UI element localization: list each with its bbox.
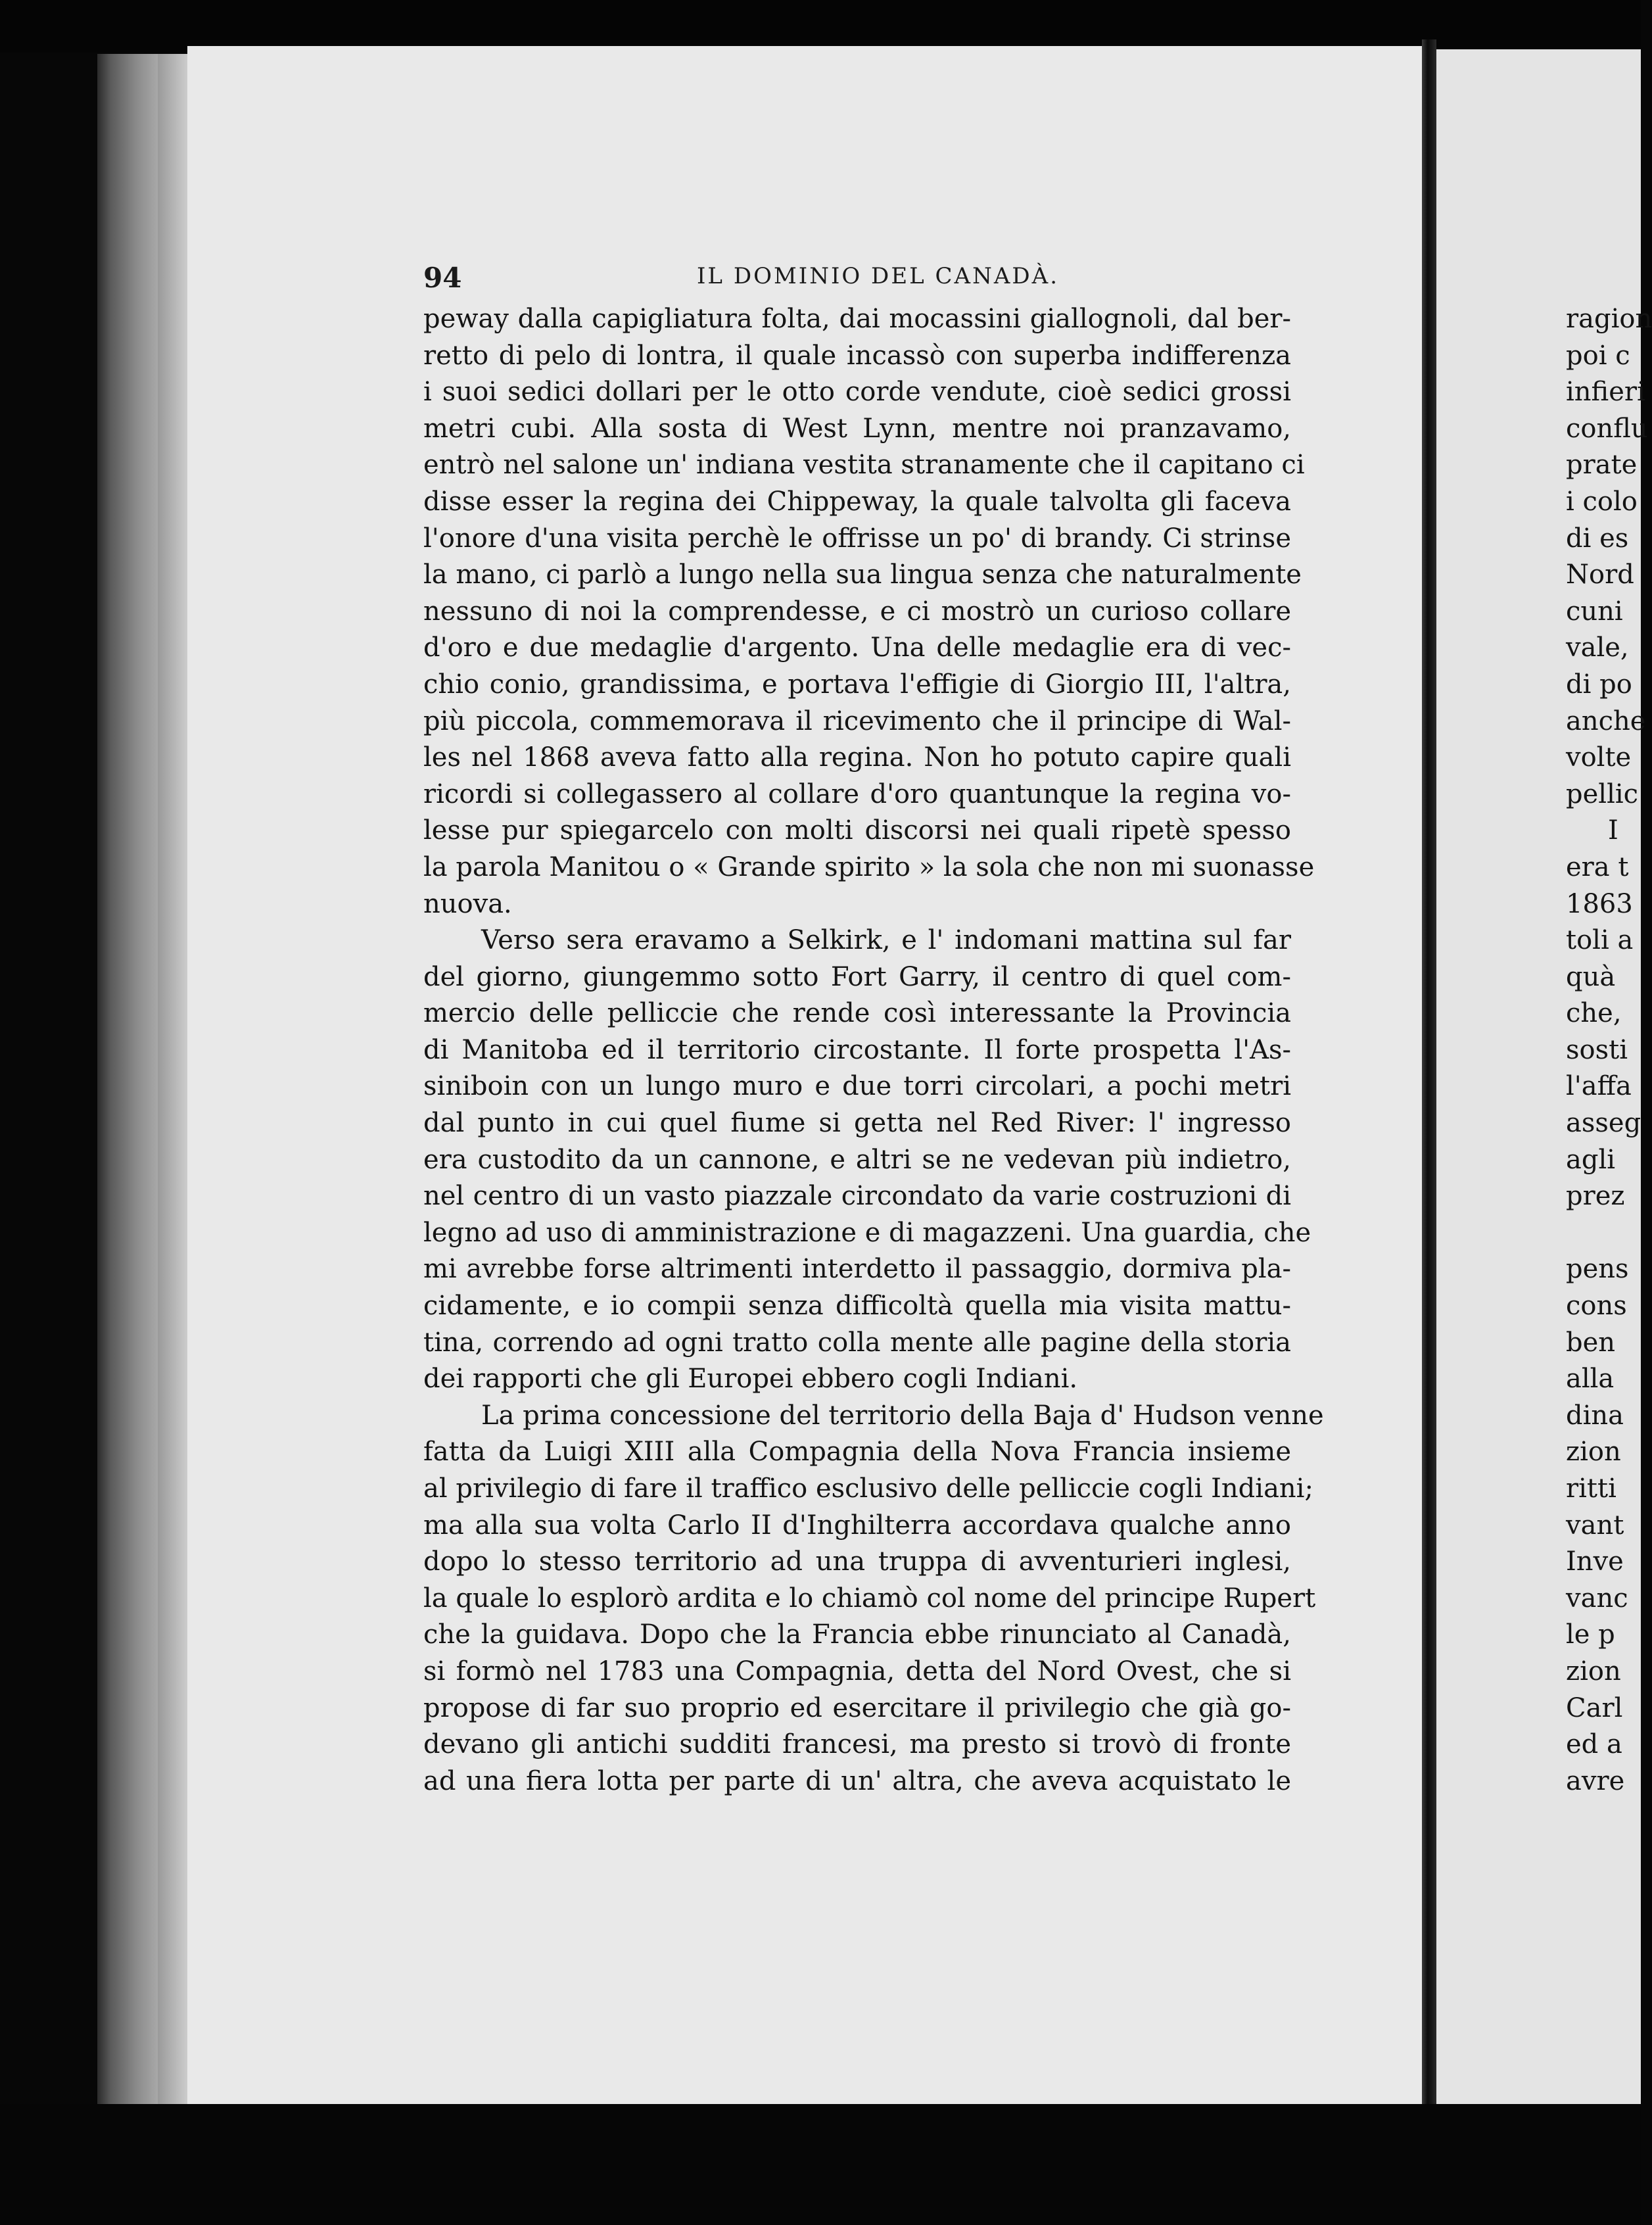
right-page-fragment: era t [1566, 851, 1629, 882]
text-line: si formò nel 1783 una Compagnia, detta del Nord Ovest, che si [423, 1656, 1291, 1687]
right-page-fragment: i colo [1566, 486, 1638, 517]
right-page-fragment: zion [1566, 1437, 1621, 1468]
book-edge-strip [158, 54, 189, 2111]
text-line: siniboin con un lungo muro e due torri circolari, a pochi metri [423, 1071, 1291, 1102]
right-page-fragment: pens [1566, 1254, 1629, 1285]
right-page-fragment: cons [1566, 1291, 1627, 1322]
text-line: la parola Manitou o « Grande spirito » la sola che non mi suonasse [423, 851, 1315, 882]
text-line: Verso sera eravamo a Selkirk, e l' indomani mattina sul far [481, 925, 1291, 956]
text-line: del giorno, giungemmo sotto Fort Garry, il centro di quel com- [423, 961, 1291, 992]
text-line: lesse pur spiegarcelo con molti discorsi nei quali ripetè spesso [423, 815, 1291, 846]
right-page-fragment: ed a [1566, 1729, 1622, 1760]
text-line: La prima concessione del territorio della Baja d' Hudson venne [481, 1400, 1324, 1431]
film-border-top [0, 0, 1641, 53]
right-page-fragment: dina [1566, 1400, 1624, 1431]
right-page-fragment: le p [1566, 1619, 1615, 1650]
text-line: l'onore d'una visita perchè le offrisse un po' di brandy. Ci strinse [423, 523, 1291, 554]
text-line: dal punto in cui quel fiume si getta nel Red River: l' ingresso [423, 1108, 1291, 1139]
right-page-text [1566, 301, 1652, 1800]
text-line: al privilegio di fare il traffico esclusivo delle pelliccie cogli Indiani; [423, 1473, 1313, 1504]
text-line: i suoi sedici dollari per le otto corde vendute, cioè sedici grossi [423, 377, 1291, 408]
right-page-fragment: ben [1566, 1327, 1616, 1358]
film-border-bottom [0, 2104, 1641, 2225]
text-line: fatta da Luigi XIII alla Compagnia della Nova Francia insieme [423, 1437, 1291, 1468]
text-line: era custodito da un cannone, e altri se ne vedevan più indietro, [423, 1144, 1291, 1175]
right-page-fragment: Inve [1566, 1546, 1624, 1577]
right-page-fragment: vale, [1566, 633, 1629, 663]
right-page-fragment: toli a [1566, 925, 1634, 956]
text-line: peway dalla capigliatura folta, dai mocassini giallognoli, dal ber- [423, 304, 1291, 334]
book-gutter [1422, 39, 1436, 2130]
right-page-fragment: Nord [1566, 560, 1634, 590]
text-line: d'oro e due medaglie d'argento. Una delle medaglie era di vec- [423, 633, 1291, 663]
right-page-fragment [1566, 1215, 1641, 1252]
right-page-fragment: l'affa [1566, 1071, 1632, 1102]
text-line: metri cubi. Alla sosta di West Lynn, mentre noi pranzavamo, [423, 413, 1291, 444]
right-page-fragment: cuni [1566, 596, 1623, 627]
right-page-fragment: I [1608, 815, 1618, 846]
right-page-fragment: avre [1566, 1765, 1625, 1796]
text-line: mi avrebbe forse altrimenti interdetto il passaggio, dormiva pla- [423, 1254, 1291, 1285]
text-line: che la guidava. Dopo che la Francia ebbe rinunciato al Canadà, [423, 1619, 1291, 1650]
text-line: di Manitoba ed il territorio circostante. Il forte prospetta l'As- [423, 1034, 1291, 1065]
text-line: ricordi si collegassero al collare d'oro quantunque la regina vo- [423, 778, 1291, 809]
text-line: devano gli antichi sudditi francesi, ma presto si trovò di fronte [423, 1729, 1291, 1760]
text-line: propose di far suo proprio ed esercitare il privilegio che già go- [423, 1692, 1291, 1723]
text-line: dopo lo stesso territorio ad una truppa di avventurieri inglesi, [423, 1546, 1291, 1577]
right-page-fragment: alla [1566, 1364, 1615, 1395]
text-line: tina, correndo ad ogni tratto colla mente alle pagine della storia [423, 1327, 1291, 1358]
text-line: retto di pelo di lontra, il quale incassò con superba indifferenza [423, 340, 1291, 371]
text-line: cidamente, e io compii senza difficoltà quella mia visita mattu- [423, 1291, 1291, 1322]
text-line: la mano, ci parlò a lungo nella sua lingua senza che naturalmente [423, 560, 1302, 590]
right-page-fragment: Carl [1566, 1692, 1623, 1723]
text-line: nessuno di noi la comprendesse, e ci mostrò un curioso collare [423, 596, 1291, 627]
right-page-fragment: prez [1566, 1181, 1625, 1212]
right-page-fragment: ragion [1566, 304, 1652, 334]
right-page-fragment: quà [1566, 961, 1616, 992]
running-title: IL DOMINIO DEL CANADÀ. [697, 263, 1060, 289]
text-line: legno ad uso di amministrazione e di magazzeni. Una guardia, che [423, 1217, 1311, 1248]
right-page-fragment: sosti [1566, 1034, 1628, 1065]
body-text [423, 301, 1324, 1800]
text-line: ma alla sua volta Carlo II d'Inghilterra accordava qualche anno [423, 1510, 1291, 1541]
text-line: nuova. [423, 888, 512, 919]
right-page-fragment: che, [1566, 998, 1622, 1029]
text-line: dei rapporti che gli Europei ebbero cogli Indiani. [423, 1364, 1078, 1395]
right-page-fragment: anche [1566, 706, 1646, 736]
text-line: mercio delle pelliccie che rende così interessante la Provincia [423, 998, 1291, 1029]
text-line: disse esser la regina dei Chippeway, la quale talvolta gli faceva [423, 486, 1291, 517]
right-page-fragment: vanc [1566, 1583, 1628, 1614]
right-page-fragment: pellic [1566, 778, 1639, 809]
right-page-fragment: agli [1566, 1144, 1616, 1175]
right-page-fragment: prate [1566, 450, 1638, 481]
right-page-fragment: infieri [1566, 377, 1645, 408]
right-page-fragment: vant [1566, 1510, 1624, 1541]
right-page-fragment: volte [1566, 742, 1632, 773]
text-line: nel centro di un vasto piazzale circondato da varie costruzioni di [423, 1181, 1291, 1212]
text-line: entrò nel salone un' indiana vestita stranamente che il capitano ci [423, 450, 1305, 481]
right-page-fragment: di po [1566, 669, 1632, 700]
right-page-fragment: zion [1566, 1656, 1621, 1687]
text-line: chio conio, grandissima, e portava l'effigie di Giorgio III, l'altra, [423, 669, 1291, 700]
right-page-fragment: ritti [1566, 1473, 1617, 1504]
right-page-fragment: di es [1566, 523, 1629, 554]
right-page-fragment: poi c [1566, 340, 1630, 371]
page-number: 94 [423, 262, 462, 294]
right-page-fragment: asseg [1566, 1108, 1641, 1139]
text-line: ad una fiera lotta per parte di un' altra, che aveva acquistato le [423, 1765, 1291, 1796]
text-line: più piccola, commemorava il ricevimento che il principe di Wal- [423, 706, 1291, 736]
text-line: les nel 1868 aveva fatto alla regina. Non ho potuto capire quali [423, 742, 1291, 773]
right-page-fragment: conflu [1566, 413, 1648, 444]
right-page-fragment: 1863 [1566, 888, 1633, 919]
text-line: la quale lo esplorò ardita e lo chiamò col nome del principe Rupert [423, 1583, 1316, 1614]
